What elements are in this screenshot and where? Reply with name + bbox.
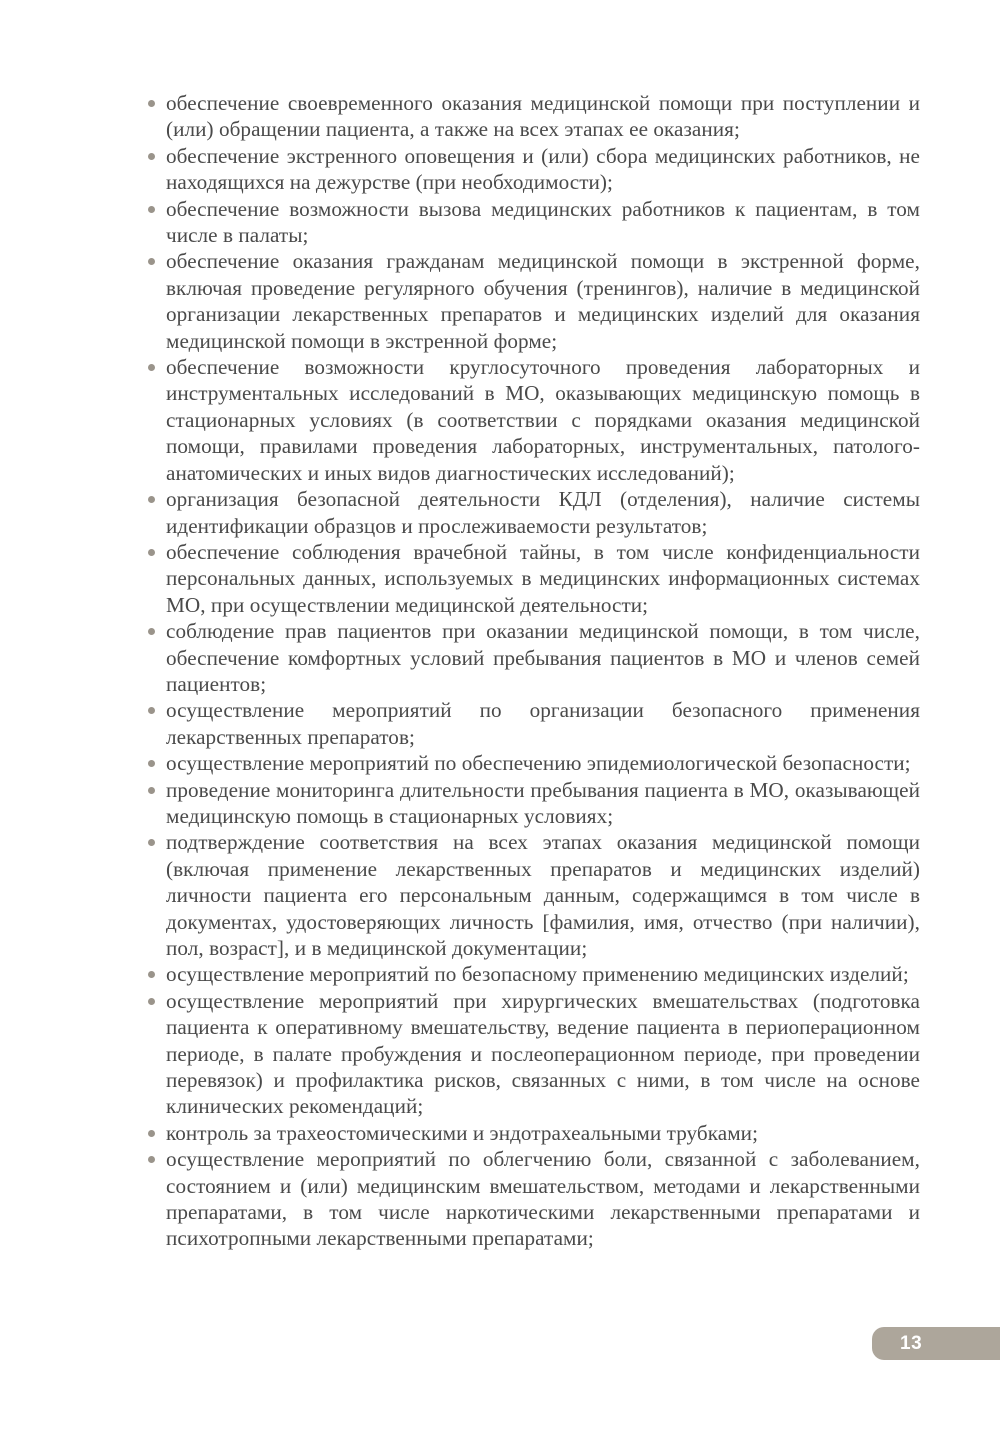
list-item-text: обеспечение соблюдения врачебной тайны, в том числе конфиденциальности персональных данных, используемых в медицинских информационных системах МО, при осуществлении медицинской деятельности;: [166, 539, 920, 617]
bullet-dot-icon: [148, 1130, 155, 1137]
list-item-text: проведение мониторинга длительности пребывания пациента в МО, оказывающей медицинскую помощь в стационарных условиях;: [166, 777, 920, 828]
list-item: [146, 618, 920, 697]
list-item: [146, 829, 920, 961]
list-item: [146, 1120, 920, 1146]
bullet-dot-icon: [148, 839, 155, 846]
list-item: [146, 539, 920, 618]
list-item: [146, 354, 920, 486]
page-number: 13: [900, 1332, 923, 1354]
bullet-dot-icon: [148, 628, 155, 635]
list-item-text: обеспечение экстренного оповещения и (или) сбора медицинских работников, не находящихся на дежурстве (при необходимости);: [166, 143, 920, 195]
bullet-dot-icon: [148, 1156, 155, 1163]
list-item: [146, 750, 920, 776]
bullet-dot-icon: [148, 258, 155, 265]
bullet-dot-icon: [148, 707, 155, 714]
bullet-dot-icon: [148, 549, 155, 556]
list-item-text: подтверждение соответствия на всех этапах оказания медицинской помощи (включая применение лекарственных препаратов и медицинских изделий) личности пациента его персональным данным, содержащимся в том числе в документах, удостоверяющих личность [фамилия, имя, отчество (при наличии), пол, возраст], и в медицинской документации;: [166, 830, 920, 960]
list-item: [146, 196, 920, 249]
list-item-text: обеспечение возможности вызова медицинских работников к пациентам, в том числе в палаты;: [166, 196, 920, 248]
list-item-text: обеспечение возможности круглосуточного проведения лабораторных и инструментальных исследований в МО, оказывающих медицинскую помощь в стационарных условиях (в соответствии с порядками оказания медицинской помощи, правилами проведения лабораторных, инструментальных, патолого-анатомических и иных видов диагностических исследований);: [166, 355, 920, 485]
bullet-dot-icon: [148, 998, 155, 1005]
list-item: [146, 988, 920, 1120]
list-item: [146, 777, 920, 830]
list-item-text: осуществление мероприятий по безопасному применению медицинских изделий;: [166, 962, 909, 987]
page-number-tab: [872, 1327, 1000, 1360]
list-item-text: обеспечение своевременного оказания медицинской помощи при поступлении и (или) обращении пациента, а также на всех этапах ее оказания;: [166, 91, 920, 142]
list-item-text: осуществление мероприятий по облегчению боли, связанной с заболеванием, состоянием и (или) медицинским вмешательством, методами и лекарственными препаратами, в том числе наркотическими лекарственными препаратами и психотропными лекарственными препаратами;: [166, 1147, 920, 1251]
bullet-dot-icon: [148, 971, 155, 978]
list-item: [146, 486, 920, 539]
list-item-text: обеспечение оказания гражданам медицинской помощи в экстренной форме, включая проведение регулярного обучения (тренингов), наличие в медицинской организации лекарственных препаратов и медицинских изделий для оказания медицинской помощи в экстренной форме;: [166, 249, 920, 353]
list-item: [146, 961, 920, 987]
list-item-text: осуществление мероприятий по организации безопасного применения лекарственных препаратов;: [166, 698, 920, 749]
page-content: [146, 90, 920, 1252]
list-item: [146, 248, 920, 354]
bullet-dot-icon: [148, 364, 155, 371]
list-item-text: контроль за трахеостомическими и эндотрахеальными трубками;: [166, 1120, 759, 1145]
list-item-text: соблюдение прав пациентов при оказании медицинской помощи, в том числе, обеспечение комфортных условий пребывания пациентов в МО и членов семей пациентов;: [166, 619, 920, 696]
bullet-dot-icon: [148, 153, 155, 160]
list-item: [146, 143, 920, 196]
bullet-dot-icon: [148, 206, 155, 213]
bullet-dot-icon: [148, 760, 155, 767]
bullet-dot-icon: [148, 496, 155, 503]
bullet-dot-icon: [148, 787, 155, 794]
list-item-text: организация безопасной деятельности КДЛ (отделения), наличие системы идентификации образцов и прослеживаемости результатов;: [166, 487, 920, 538]
bullet-dot-icon: [148, 100, 155, 107]
list-item: [146, 697, 920, 750]
list-item-text: осуществление мероприятий при хирургических вмешательствах (подготовка пациента к оперативному вмешательству, ведение пациента в периоперационном периоде, в палате пробуждения и послеоперационном периоде, при проведении перевязок) и профилактика рисков, связанных с ними, в том числе на основе клинических рекомендаций;: [166, 988, 920, 1119]
bullet-list: [146, 90, 920, 1252]
list-item-text: осуществление мероприятий по обеспечению эпидемиологической безопасности;: [166, 751, 911, 776]
list-item: [146, 90, 920, 143]
list-item: [146, 1146, 920, 1252]
